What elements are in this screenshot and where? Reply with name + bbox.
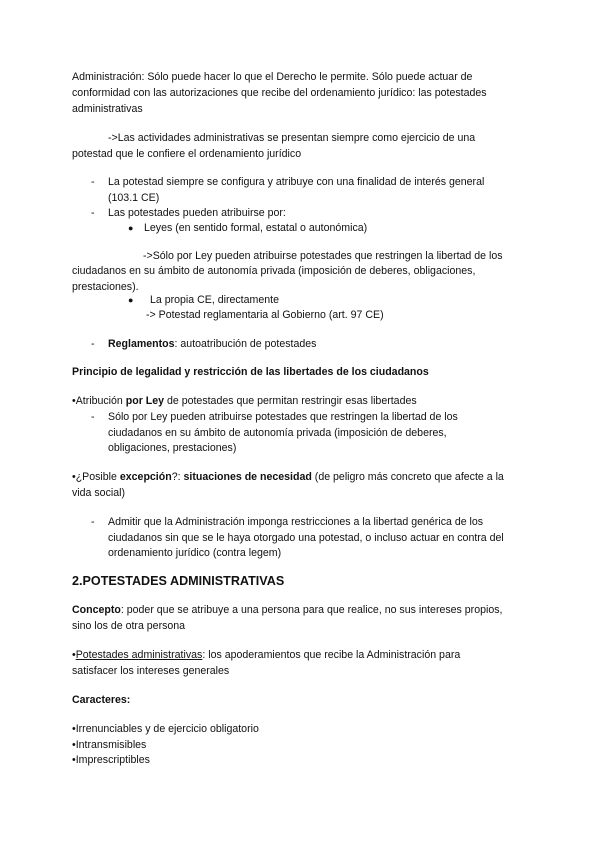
atribucion-post: de potestades que permitan restringir esas libertades: [164, 395, 417, 407]
ce-item: La propia CE, directamente: [150, 294, 279, 306]
ce-arrow-item: -> Potestad reglamentaria al Gobierno (art. 97 CE): [146, 309, 384, 321]
arrow2-line-1: ->Sólo por Ley pueden atribuirse potestades que restringen la libertad de los: [143, 250, 503, 262]
dash-marker: -: [91, 176, 95, 188]
bullet-dot-icon: ●: [128, 295, 134, 305]
admitir-line-3: ordenamiento jurídico (contra legem): [108, 547, 282, 559]
atribucion-sub-line-3: obligaciones, prestaciones): [108, 442, 237, 454]
bullet-icon: •: [72, 649, 76, 661]
caracteres-item: •Irrenunciables y de ejercicio obligatorio: [72, 723, 259, 735]
arrow1-line-2: potestad que le confiere el ordenamiento jurídico: [72, 148, 302, 160]
atribucion-bold: por Ley: [125, 395, 165, 407]
concepto-line-1: [72, 602, 502, 619]
caracteres-item: •Imprescriptibles: [72, 754, 150, 766]
reglamentos-item: [108, 336, 316, 353]
excepcion-bold-2: situaciones de necesidad: [183, 471, 312, 483]
dash-marker: -: [91, 207, 95, 219]
list-item-1-line-2: (103.1 CE): [108, 192, 160, 204]
intro-line-1: Administración: Sólo puede hacer lo que el Derecho le permite. Sólo puede actuar de: [72, 71, 473, 83]
caracteres-item: •Intransmisibles: [72, 739, 147, 751]
arrow2-line-2: ciudadanos en su ámbito de autonomía privada (imposición de deberes, obligaciones,: [72, 265, 476, 277]
atribucion-sub-line-1: Sólo por Ley pueden atribuirse potestades que restringen la libertad de los: [108, 411, 458, 423]
potestades-line-2: satisfacer los intereses generales: [72, 665, 230, 677]
sub-list-item-leyes: Leyes (en sentido formal, estatal o autonómica): [144, 222, 368, 234]
concepto-text: : poder que se atribuye a una persona para que realice, no sus intereses propios,: [120, 604, 503, 616]
list-item-2: Las potestades pueden atribuirse por:: [108, 207, 286, 219]
reglamentos-bold: Reglamentos: [108, 338, 175, 350]
list-item-1-line-1: La potestad siempre se configura y atribuye con una finalidad de interés general: [108, 176, 485, 188]
reglamentos-text: : autoatribución de potestades: [174, 338, 317, 350]
concepto-line-2: sino los de otra persona: [72, 620, 186, 632]
intro-line-3: administrativas: [72, 103, 143, 115]
potestades-text: : los apoderamientos que recibe la Administración para: [202, 649, 461, 661]
excepcion-mid: ?:: [171, 471, 184, 483]
dash-marker: -: [91, 516, 95, 528]
intro-line-2: conformidad con las autorizaciones que recibe del ordenamiento jurídico: las potestades: [72, 87, 487, 99]
caracteres-heading: Caracteres:: [72, 694, 131, 706]
excepcion-line-1: [72, 469, 504, 486]
admitir-line-2: ciudadanos sin que se le haya otorgado una potestad, o incluso actuar en contra del: [108, 532, 504, 544]
admitir-line-1: Admitir que la Administración imponga restricciones a la libertad genérica de los: [108, 516, 484, 528]
potestades-underlined: Potestades administrativas: [75, 649, 203, 661]
atribucion-sub-line-2: ciudadanos en su ámbito de autonomía privada (imposición de deberes,: [108, 427, 447, 439]
excepcion-pre: •¿Posible: [72, 471, 120, 483]
dash-marker: -: [91, 338, 95, 350]
atribucion-line: [72, 393, 417, 410]
arrow1-line-1: ->Las actividades administrativas se presentan siempre como ejercicio de una: [108, 132, 476, 144]
excepcion-line-2: vida social): [72, 487, 125, 499]
atribucion-pre: •Atribución: [72, 395, 126, 407]
potestades-line-1: [72, 647, 460, 664]
bullet-dot-icon: ●: [128, 223, 134, 233]
section-2-heading: 2.POTESTADES ADMINISTRATIVAS: [72, 574, 285, 588]
arrow2-line-3: prestaciones).: [72, 281, 139, 293]
excepcion-bold-1: excepción: [119, 471, 172, 483]
principio-heading: Principio de legalidad y restricción de las libertades de los ciudadanos: [72, 366, 429, 378]
excepcion-post: (de peligro más concreto que afecte a la: [311, 471, 504, 483]
dash-marker: -: [91, 411, 95, 423]
concepto-bold: Concepto: [72, 604, 121, 616]
